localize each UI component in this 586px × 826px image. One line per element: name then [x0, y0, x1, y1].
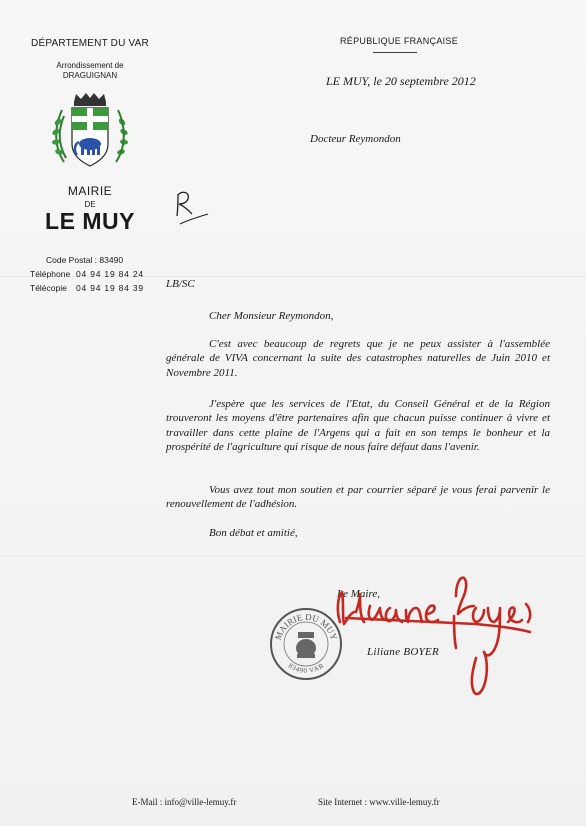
postal-code: Code Postal : 83490: [46, 255, 124, 265]
fax-number: Télécopie 04 94 19 84 39: [30, 283, 144, 293]
republic-heading: RÉPUBLIQUE FRANÇAISE: [340, 36, 459, 46]
town-name: LE MUY: [45, 208, 135, 234]
paragraph: Vous avez tout mon soutien et par courrier séparé je vous ferai parvenir le renouvellement de l'adhésion.: [166, 484, 550, 511]
signature-text: Liliane Boyer: [326, 566, 332, 567]
arrondissement: Arrondissement de DRAGUIGNAN: [56, 61, 124, 80]
date-line: LE MUY, le 20 septembre 2012: [326, 74, 476, 88]
closing: Bon débat et amitié,: [209, 527, 298, 539]
mairie-label: MAIRIE: [67, 184, 113, 198]
stamp-bottom-text: 83490 VAR: [286, 661, 326, 675]
handwritten-signature: [326, 566, 540, 706]
de-label: DE: [84, 200, 96, 209]
department-heading: DÉPARTEMENT DU VAR: [31, 38, 149, 49]
handwritten-mark: [172, 186, 212, 226]
addressee: Docteur Reymondon: [310, 133, 401, 145]
footer-email: E-Mail : info@ville-lemuy.fr: [132, 797, 237, 807]
paragraph: J'espère que les services de l'Etat, du Conseil Général et de la Région trouveront les moyens d'être partenaires afin que chacun puisse continuer à vivre et travailler dans cette plaine de l'Argens qui a fait en son temps le bonheur et la prospérité de l'agriculture qui risque de nous faire défaut dans l'avenir.: [166, 398, 550, 454]
paper-fold: [0, 556, 586, 558]
footer-website: Site Internet : www.ville-lemuy.fr: [318, 797, 440, 807]
paragraph: C'est avec beaucoup de regrets que je ne peux assister à l'assemblée générale de VIVA concernant la suite des catastrophes naturelles de Juin 2010 et Novembre 2011.: [166, 338, 550, 379]
svg-text:83490 VAR: [287, 662, 326, 675]
divider: [373, 52, 417, 53]
signer-name: Liliane BOYER: [367, 646, 440, 658]
phone-number: Téléphone 04 94 19 84 24: [30, 269, 144, 279]
signer-title: Le Maire,: [337, 588, 380, 600]
stamp-top-text: MAIRIE DU MUY: [272, 611, 340, 642]
salutation: Cher Monsieur Reymondon,: [209, 310, 334, 322]
coat-of-arms-logo: [50, 92, 130, 174]
reference-code: LB/SC: [166, 278, 195, 290]
